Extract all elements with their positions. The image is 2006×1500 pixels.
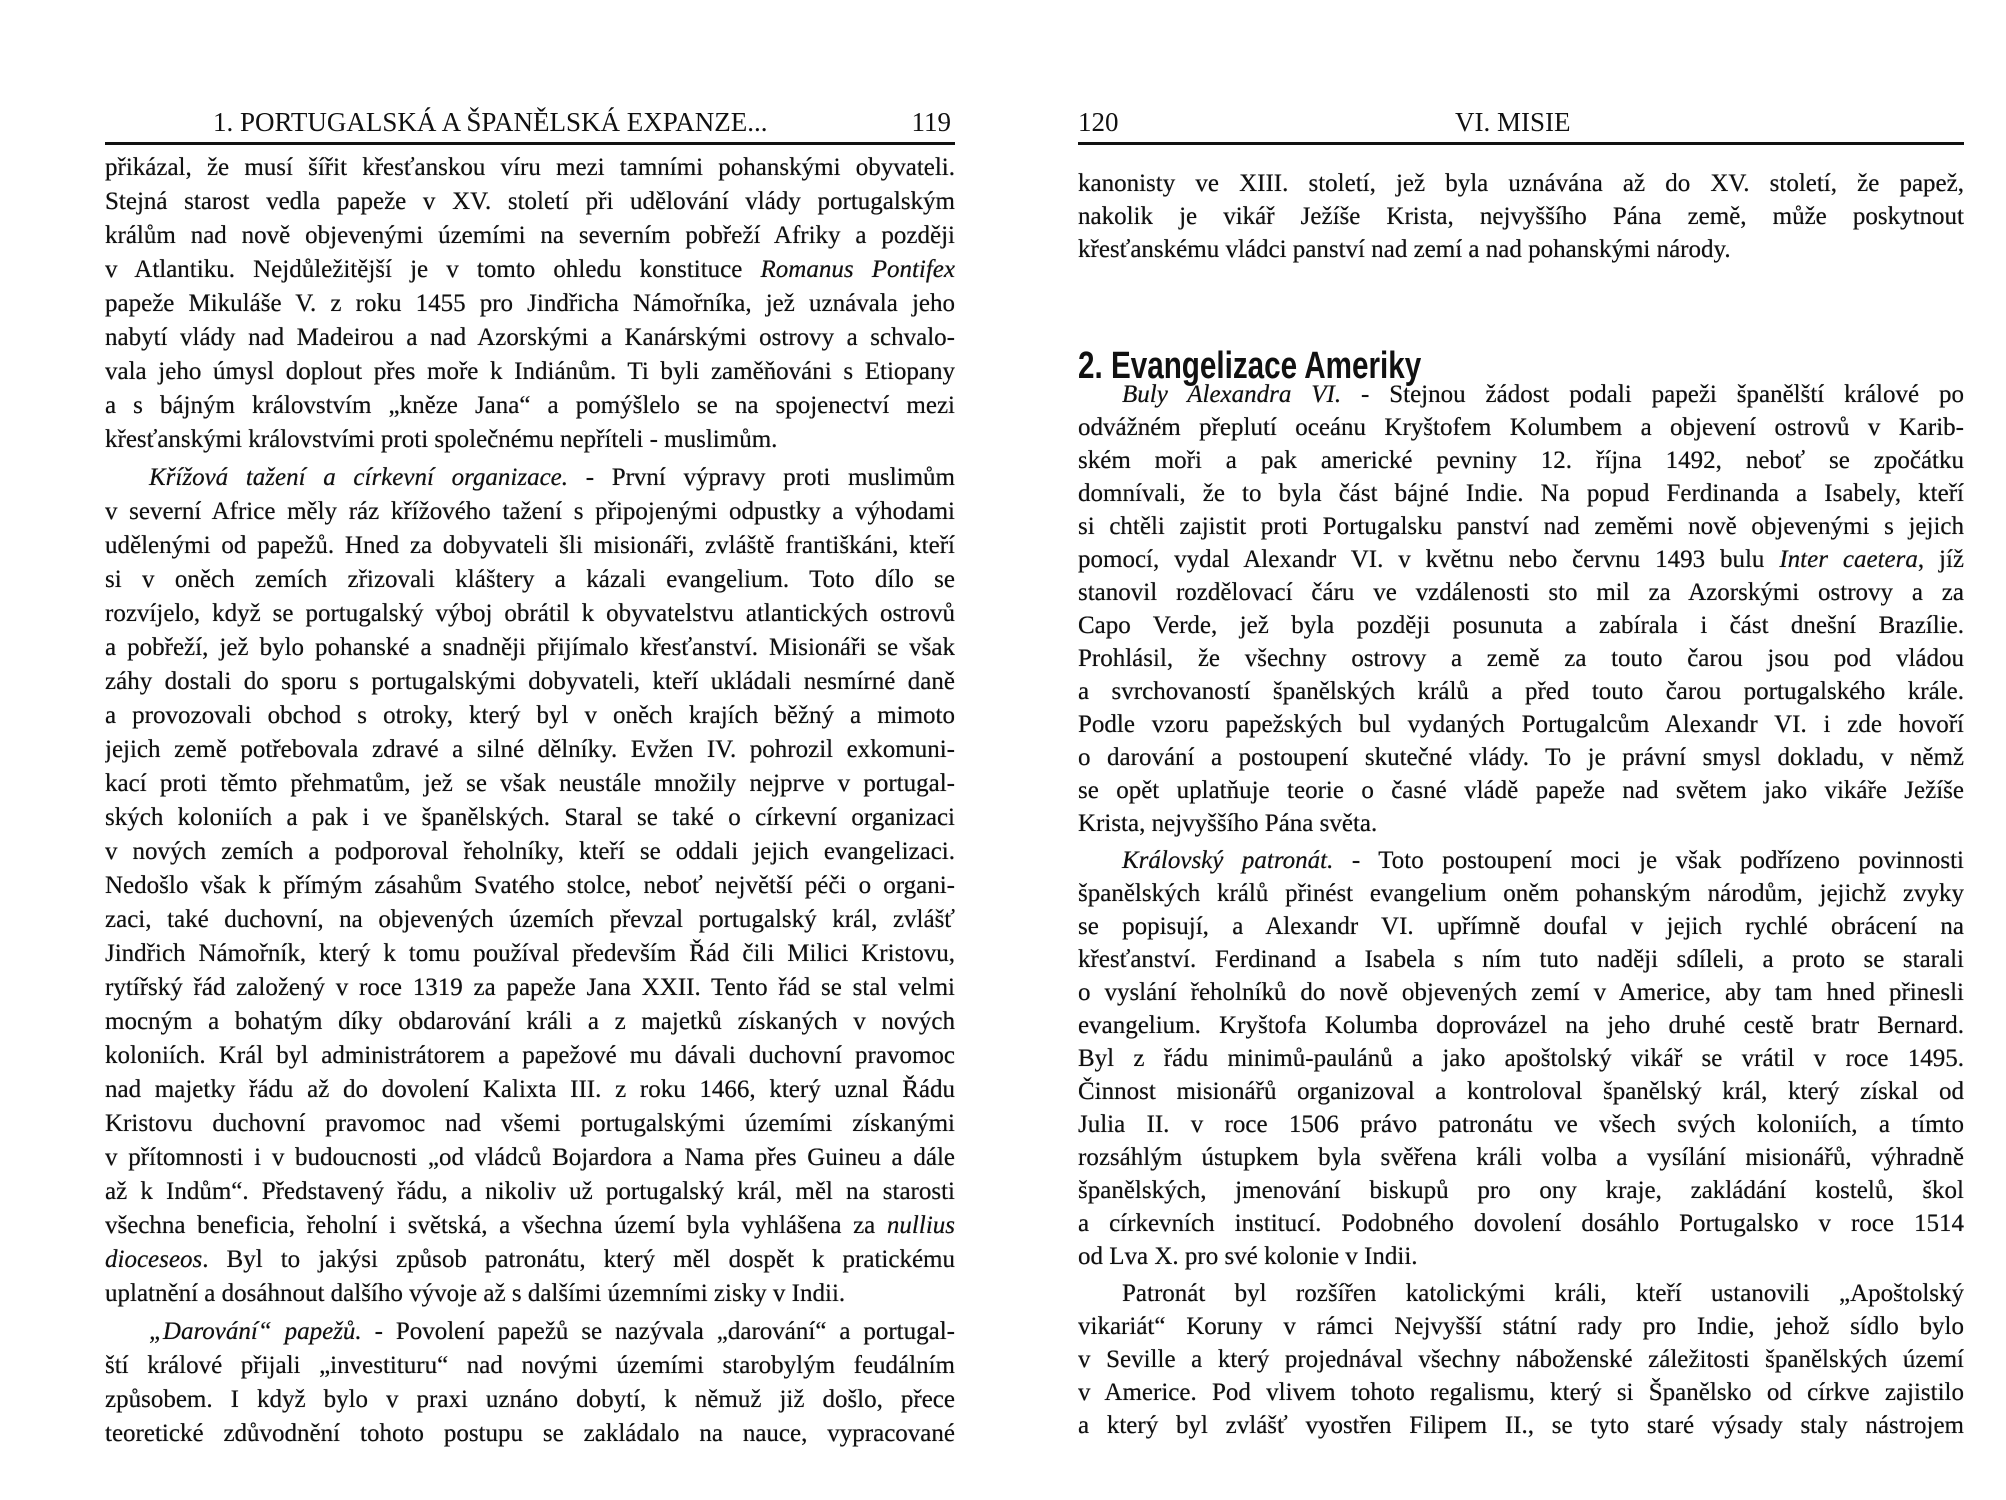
text-segment: všechna beneficia, řeholní i světská, a všechna území byla vyhlášena za (105, 1212, 887, 1239)
text-line: od Lva X. pro své kolonie v Indii. (1078, 1243, 1418, 1270)
text-line: domnívali, že to byla část bájné Indie. Na popud Ferdinanda a Isabely, kteří (1078, 480, 1964, 507)
text-line: v Americe. Pod vlivem tohoto regalismu, který si Španělsko od církve zajistilo (1078, 1379, 1964, 1406)
text-segment: , jíž (1917, 546, 1964, 573)
text-segment: - Toto postoupení moci je však podřízeno povinnosti (1333, 847, 1964, 874)
text-line: papeže Mikuláše V. z roku 1455 pro Jindřicha Námořníka, jež uznávala jeho (105, 290, 955, 317)
text-line (105, 253, 955, 287)
page-number: 119 (911, 107, 951, 137)
text-line: uplatnění a dosáhnout dalšího vývoje až s dalšími územními zisky v Indii. (105, 1280, 846, 1307)
text-line: Prohlásil, že všechny ostrovy a země za touto čarou jsou pod vládou (1078, 645, 1964, 672)
text-line: Činnost misionářů organizoval a kontroloval španělský král, který získal od (1078, 1078, 1964, 1105)
page-body (105, 151, 955, 1451)
text-line: v Seville a který projednával všechny náboženské záležitosti španělských území (1078, 1346, 1964, 1373)
right-page (1078, 0, 1964, 1500)
text-line: ských koloniích a pak i ve španělských. Staral se také o církevní organizaci (105, 804, 955, 831)
text-line: v přítomnosti i v budoucnosti „od vládců Bojardora a Nama přes Guineu a dále (105, 1144, 955, 1171)
text-segment: - Stejnou žádost podali papeži španělští králové po (1341, 381, 1964, 408)
paragraph (105, 1315, 955, 1451)
paragraph (105, 151, 955, 457)
text-line: způsobem. I když bylo v praxi uznáno dobytí, k němuž již došlo, přece (105, 1386, 955, 1413)
paragraph (1078, 1277, 1964, 1442)
italic-text: nullius (886, 1212, 955, 1239)
text-line: a provozovali obchod s otroky, který byl v oněch krajích běžný a mimoto (105, 702, 955, 729)
text-line: nabytí vlády nad Madeirou a nad Azorskými a Kanárskými ostrovy a schvalo- (105, 324, 955, 351)
text-line: a svrchovaností španělských králů a před touto čarou portugalského krále. (1078, 678, 1964, 705)
text-line: a církevních institucí. Podobného dovolení dosáhlo Portugalsko v roce 1514 (1078, 1210, 1964, 1237)
text-segment: . Byl to jakýsi způsob patronátu, který měl dospět k pratickému (202, 1246, 955, 1273)
text-line: kanonisty ve XIII. století, jež byla uznávána až do XV. století, že papež, (1078, 170, 1964, 197)
text-line: Krista, nejvyššího Pána světa. (1078, 810, 1378, 837)
text-line: španělských králů přinést evangelium oněm pohanským národům, jejichž zvyky (1078, 880, 1964, 907)
italic-text: Romanus Pontifex (760, 256, 955, 283)
running-head (1078, 104, 1964, 140)
text-line: Capo Verde, jež byla později posunuta a zabírala i část dnešní Brazílie. (1078, 612, 1964, 639)
text-line: o darování a postoupení skutečné vlády. To je právní smysl dokladu, v němž (1078, 744, 1964, 771)
text-line: evangelium. Kryštofa Kolumba doprovázel na jeho druhé cestě bratr Bernard. (1078, 1012, 1964, 1039)
text-line: mocným a bohatým díky obdarování králi a z majetků získaných v nových (105, 1008, 955, 1035)
text-line (105, 461, 955, 495)
text-line: zaci, také duchovní, na objevených územích převzal portugalský král, zvlášť (105, 906, 955, 933)
header-rule (105, 142, 955, 145)
italic-text: Inter caetera (1779, 546, 1918, 573)
running-head-title: 1. PORTUGALSKÁ A ŠPANĚLSKÁ EXPANZE... (213, 107, 768, 137)
text-line: si v oněch zemích zřizovali kláštery a kázali evangelium. Toto dílo se (105, 566, 955, 593)
text-line: a pobřeží, jež bylo pohanské a snadněji přijímalo křesťanství. Misionáři se však (105, 634, 955, 661)
text-line: teoretické zdůvodnění tohoto postupu se zakládalo na nauce, vypracované (105, 1420, 955, 1447)
text-line: se opět uplatňuje teorie o časné vládě papeže nad světem jako vikáře Ježíše (1078, 777, 1964, 804)
text-line (1078, 543, 1964, 576)
text-line: rozsáhlým ústupkem byla svěřena králi volba a vysílání misionářů, výhradně (1078, 1144, 1964, 1171)
text-line: Julia II. v roce 1506 právo patronátu ve všech svých koloniích, a tímto (1078, 1111, 1964, 1138)
text-line: se popisují, a Alexandr VI. upřímně doufal v jejich rychlé obrácení na (1078, 913, 1964, 940)
text-segment: v Atlantiku. Nejdůležitější je v tomto ohledu konstituce (105, 256, 761, 283)
text-line: stanovil rozdělovací čáru ve vzdálenosti sto mil za Azorskými ostrovy a za (1078, 579, 1964, 606)
paragraph (1078, 844, 1964, 1273)
paragraph (105, 461, 955, 1311)
text-line: Jindřich Námořník, který k tomu používal především Řád čili Milici Kristovu, (105, 940, 955, 967)
text-line: Byl z řádu minimů-paulánů a jako apoštolský vikář se vrátil v roce 1495. (1078, 1045, 1964, 1072)
text-line: rytířský řád založený v roce 1319 za papeže Jana XXII. Tento řád se stal velmi (105, 974, 955, 1001)
text-segment: pomocí, vydal Alexandr VI. v květnu nebo červnu 1493 bulu (1078, 546, 1780, 573)
text-line: vala jeho úmysl doplout přes moře k Indiánům. Ti byli zaměňováni s Etiopany (105, 358, 955, 385)
text-line: křesťanskému vládci panství nad zemí a nad pohanskými národy. (1078, 236, 1731, 263)
text-line (1078, 378, 1964, 411)
italic-text: Buly Alexandra VI. (1122, 381, 1342, 408)
page-number: 120 (1078, 107, 1119, 137)
text-line: až k Indům“. Představený řádu, a nikoliv už portugalský král, měl na starosti (105, 1178, 955, 1205)
text-line: udělenými od papežů. Hned za dobyvateli šli misionáři, zvláště františkáni, kteří (105, 532, 955, 559)
italic-text: „Darování“ papežů. (149, 1318, 362, 1345)
text-line (1078, 844, 1964, 877)
paragraph (1078, 378, 1964, 840)
text-line: Stejná starost vedla papeže v XV. století při udělování vlády portugalským (105, 188, 955, 215)
left-page (105, 0, 955, 1500)
text-line (105, 1315, 955, 1349)
text-line: ském moři a pak americké pevniny 12. října 1492, neboť se zpočátku (1078, 447, 1964, 474)
text-line: záhy dostali do sporu s portugalskými dobyvateli, kteří ukládali nesmírné daně (105, 668, 955, 695)
text-line: králům nad nově objevenými územími na severním pobřeží Afriky a později (105, 222, 955, 249)
text-line: španělských, jmenování biskupů pro ony kraje, zakládání kostelů, škol (1078, 1177, 1964, 1204)
text-line: jejich země potřebovala zdravé a silné dělníky. Evžen IV. pohrozil exkomuni- (105, 736, 955, 763)
page-body (1078, 378, 1964, 1442)
text-line (105, 1243, 955, 1277)
text-line: křesťanskými královstvími proti společnému nepříteli - muslimům. (105, 426, 778, 453)
text-line: nad majetky řádu až do dovolení Kalixta III. z roku 1466, který uznal Řádu (105, 1076, 955, 1103)
italic-text: Královský patronát. (1122, 847, 1334, 874)
section-heading: 2. Evangelizace Ameriky (1078, 344, 1422, 387)
text-line: Kristovu duchovní pravomoc nad všemi portugalskými územími získanými (105, 1110, 955, 1137)
paragraph (1078, 167, 1964, 266)
text-line: si chtěli zajistit proti Portugalsku panství nad zeměmi nově objevenými s jejich (1078, 513, 1964, 540)
text-line: Nedošlo však k přímým zásahům Svatého stolce, neboť největší péči o organi- (105, 872, 955, 899)
text-line: odvážném přeplutí oceánu Kryštofem Kolumbem a objevení ostrovů v Karib- (1078, 414, 1964, 441)
running-head-title: VI. MISIE (1455, 107, 1571, 137)
page-body-intro (1078, 167, 1964, 266)
text-line: a který byl zvlášť vyostřen Filipem II., se tyto staré výsady staly nástrojem (1078, 1412, 1964, 1439)
text-line: a s bájným královstvím „kněze Jana“ a pomýšlelo se na spojenectví mezi (105, 392, 955, 419)
text-line: v severní Africe měly ráz křížového tažení s připojenými odpustky a výhodami (105, 498, 955, 525)
text-line: nakolik je vikář Ježíše Krista, nejvyššího Pána země, může poskytnout (1078, 203, 1964, 230)
text-line: kací proti těmto přehmatům, jež se však neustále množily nejprve v portugal- (105, 770, 955, 797)
italic-text: dioceseos (105, 1246, 203, 1273)
text-line: ští králové přijali „investituru“ nad novými územími starobylým feudálním (105, 1352, 955, 1379)
text-line: vikariát“ Koruny v rámci Nejvyšší státní rady pro Indie, jehož sídlo bylo (1078, 1313, 1964, 1340)
text-line: přikázal, že musí šířit křesťanskou víru mezi tamními pohanskými obyvateli. (105, 154, 955, 181)
text-line: Podle vzoru papežských bul vydaných Portugalcům Alexandr VI. i zde hovoří (1078, 711, 1964, 738)
text-line: Patronát byl rozšířen katolickými králi, kteří ustanovili „Apoštolský (1122, 1280, 1964, 1307)
italic-text: Křížová tažení a církevní organizace. (149, 464, 569, 491)
text-line: koloniích. Král byl administrátorem a papežové mu dávali duchovní pravomoc (105, 1042, 955, 1069)
running-head (105, 104, 955, 140)
text-line: o vyslání řeholníků do nově objevených zemí v Americe, aby tam hned přinesli (1078, 979, 1964, 1006)
text-segment: - První výpravy proti muslimům (568, 464, 955, 491)
header-rule (1078, 142, 1964, 145)
text-line: v nových zemích a podporoval řeholníky, kteří se oddali jejich evangelizaci. (105, 838, 955, 865)
text-line: křesťanství. Ferdinand a Isabela s ním tuto naději sdíleli, a proto se starali (1078, 946, 1964, 973)
text-line (105, 1209, 955, 1243)
text-line: rozvíjelo, když se portugalský výboj obrátil k obyvatelstvu atlantických ostrovů (105, 600, 955, 627)
text-segment: - Povolení papežů se nazývala „darování“ a portugal- (361, 1318, 955, 1345)
